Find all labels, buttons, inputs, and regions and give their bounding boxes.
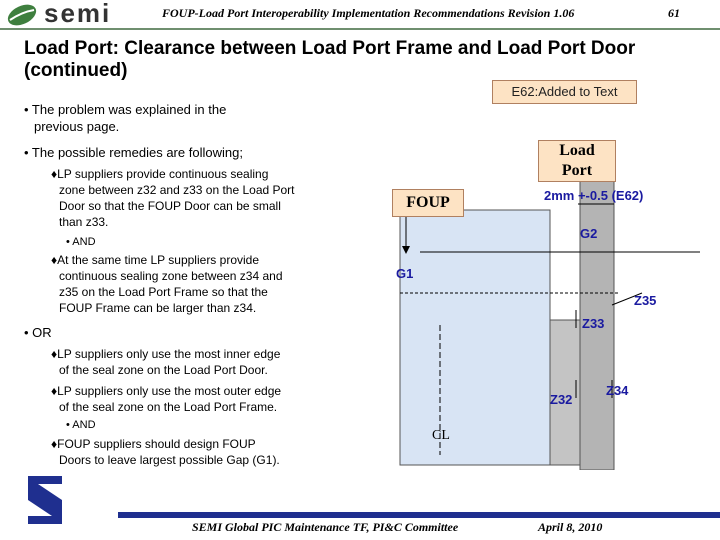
z33-label: Z33 — [582, 316, 605, 331]
remedy-5-line-1: ♦FOUP suppliers should design FOUP — [51, 437, 256, 451]
remedy-2-line-2: continuous sealing zone between z34 and — [59, 269, 283, 283]
bullet-problem-line-2: previous page. — [34, 119, 120, 134]
z34-label: Z34 — [606, 383, 629, 398]
title-line-2: (continued) — [24, 60, 128, 81]
document-title: FOUP-Load Port Interoperability Implementation Recommendations Revision 1.06 — [162, 6, 575, 20]
remedy-2-line-4: FOUP Frame can be larger than z34. — [59, 301, 257, 315]
foup-label-text: FOUP — [406, 194, 450, 211]
semi-s-logo-icon — [22, 470, 72, 530]
remedy-3 — [51, 346, 351, 378]
remedy-1-line-1: ♦LP suppliers provide continuous sealing — [51, 167, 269, 181]
and-label-1: • AND — [66, 236, 96, 248]
bullet-remedies: • The possible remedies are following; — [24, 145, 243, 160]
remedy-1-line-3: Door so that the FOUP Door can be small — [59, 199, 281, 213]
bullet-problem-line-1: • The problem was explained in the — [24, 102, 227, 117]
load-port-label-line-1: Load — [559, 142, 595, 159]
g1-label: G1 — [396, 266, 414, 281]
bullet-or: • OR — [24, 325, 52, 340]
title-line-1: Load Port: Clearance between Load Port Frame and Load Port Door — [24, 38, 636, 59]
footer-date: April 8, 2010 — [538, 520, 603, 534]
remedy-4-line-2: of the seal zone on the Load Port Frame. — [59, 400, 278, 414]
footer-committee: SEMI Global PIC Maintenance TF, PI&C Committee — [192, 520, 459, 534]
remedy-3-line-1: ♦LP suppliers only use the most inner edge — [51, 347, 281, 361]
remedy-2-line-3: z35 on the Load Port Frame so that the — [59, 285, 268, 299]
centerline-label: CL — [432, 428, 450, 443]
remedy-5-line-2: Doors to leave largest possible Gap (G1). — [59, 453, 280, 467]
logo-text: semi — [44, 0, 112, 28]
remedy-4 — [51, 383, 351, 415]
remedy-1-line-4: than z33. — [59, 215, 109, 229]
foup-body — [400, 210, 550, 465]
g2-label: G2 — [580, 226, 598, 241]
remedy-1 — [51, 166, 351, 230]
tolerance-label: 2mm +-0.5 (E62) — [544, 188, 644, 203]
remedy-2-line-1: ♦At the same time LP suppliers provide — [51, 253, 260, 267]
remedy-5 — [51, 436, 351, 468]
semi-logo — [4, 2, 154, 28]
page-number: 61 — [668, 6, 680, 20]
e62-badge — [492, 80, 637, 104]
load-port-label — [538, 140, 616, 182]
remedy-4-line-1: ♦LP suppliers only use the most outer edge — [51, 384, 282, 398]
z35-label: Z35 — [634, 293, 657, 308]
and-label-2: • AND — [66, 419, 96, 431]
footer-bar — [118, 512, 720, 518]
footer-logo — [22, 470, 72, 530]
page-title — [24, 38, 684, 82]
header-divider — [0, 28, 720, 30]
e62-badge-label: E62:Added to Text — [511, 84, 618, 99]
remedy-1-line-2: zone between z32 and z33 on the Load Port — [59, 183, 295, 197]
remedy-2 — [51, 252, 351, 316]
bullet-problem — [24, 101, 344, 135]
foup-label — [392, 189, 464, 217]
z32-label: Z32 — [550, 392, 573, 407]
remedy-3-line-2: of the seal zone on the Load Port Door. — [59, 363, 268, 377]
load-port-label-line-2: Port — [561, 162, 593, 179]
